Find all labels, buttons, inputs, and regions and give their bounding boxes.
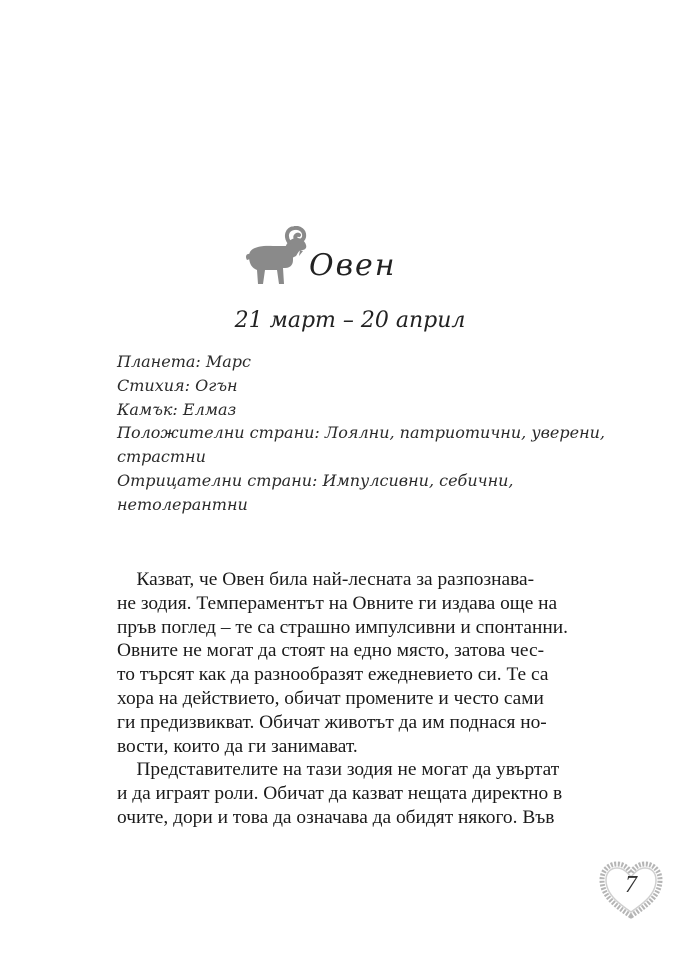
trait-positive: Положителни страни: Лоялни, патриотични, уверени, (117, 423, 606, 443)
body-line: то търсят как да разнообразят ежедневието си. Те са (117, 664, 549, 686)
body-line: Казват, че Овен била най-лесната за разпознава- (117, 569, 535, 590)
body-line: ги предизвикват. Обичат животът да им поднася но- (117, 711, 547, 733)
body-line: не зодия. Темпераментът на Овните ги издава още на (117, 592, 558, 614)
body-line: Представителите на тази зодия не могат да увъртат (117, 759, 560, 781)
trait-element: Стихия: Огън (117, 375, 238, 395)
body-text (117, 568, 587, 830)
page-number: 7 (625, 872, 637, 898)
traits-list (117, 350, 606, 517)
trait-negative: Отрицателни страни: Импулсивни, себични, (117, 470, 514, 490)
body-line: пръв поглед – те са страшно импулсивни и спонтанни. (117, 616, 568, 638)
body-line: и да играят роли. Обичат да казват нещата директно в (117, 783, 563, 805)
trait-planet: Планета: Марс (117, 352, 251, 371)
sign-title: Овен (309, 248, 397, 283)
trait-positive-cont: страстни (117, 447, 206, 467)
date-range: 21 март – 20 април (234, 308, 466, 333)
trait-negative-cont: нетолерантни (117, 494, 248, 514)
body-line: хора на действието, обичат промените и често сами (117, 687, 544, 709)
body-line: вости, които да ги занимават. (117, 735, 358, 757)
body-line: Овните не могат да стоят на едно място, затова чес- (117, 640, 545, 662)
ram-icon (243, 226, 309, 290)
trait-stone: Камък: Елмаз (117, 399, 237, 419)
sign-title-row (243, 226, 483, 290)
body-line: очите, дори и това да означава да обидят някого. Във (117, 806, 555, 828)
